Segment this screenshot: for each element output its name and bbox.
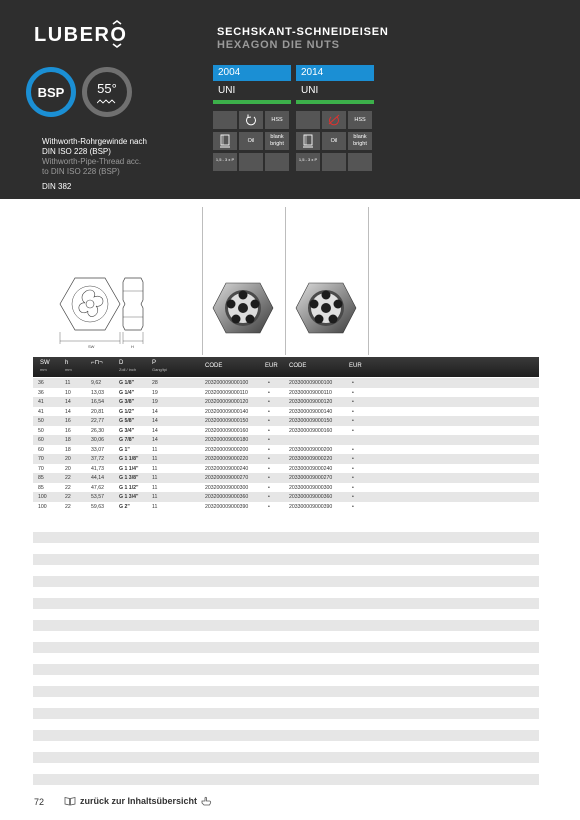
cell-code1: 203200009000100 [205, 380, 249, 386]
book-icon [64, 796, 76, 806]
cell-eur1: • [268, 456, 270, 462]
cell-eur1: • [268, 494, 270, 500]
cell-d1: 26,30 [91, 427, 104, 434]
cell-p: 14 [152, 437, 158, 443]
cell-p: 19 [152, 399, 158, 405]
cell-d: G 1/8" [119, 380, 135, 386]
cell-sw: 100 [38, 503, 47, 510]
no-rotate-icon [322, 111, 346, 129]
cell-p: 11 [152, 484, 158, 491]
header-h: h mm [65, 360, 72, 372]
cell-h: 22 [65, 484, 71, 491]
empty-icon [348, 153, 372, 171]
column-year: 2014 [296, 65, 374, 81]
cell-sw: 60 [38, 446, 44, 453]
cell-h: 16 [65, 427, 71, 434]
cell-d: G 1/4" [119, 389, 135, 396]
empty-row [33, 554, 539, 565]
empty-icon [322, 153, 346, 171]
cell-eur2: • [352, 456, 354, 462]
back-to-contents-link[interactable] [64, 796, 212, 806]
cell-code2: 203300009000360 [289, 494, 333, 500]
table-row [33, 407, 539, 417]
cell-code2: 203300009000150 [289, 418, 333, 424]
back-link-label[interactable]: zurück zur Inhaltsübersicht [80, 796, 198, 806]
cell-sw: 85 [38, 484, 44, 491]
cell-code1: 203200009000180 [205, 437, 249, 443]
holder-icon [296, 132, 320, 150]
cell-eur2: • [352, 446, 354, 453]
cell-p: 28 [152, 380, 158, 386]
cell-eur1: • [268, 446, 270, 453]
cell-code1: 203200009000120 [205, 399, 249, 405]
cell-code2: 203300009000160 [289, 427, 333, 434]
empty-row [33, 620, 539, 631]
header-d: D Zoll / inch [119, 360, 137, 372]
cell-eur2: • [352, 475, 354, 481]
cell-eur2: • [352, 494, 354, 500]
cell-h: 20 [65, 456, 71, 462]
cell-d1: 37,72 [91, 456, 104, 462]
table-row [33, 397, 539, 407]
cell-d1: 9,62 [91, 380, 102, 386]
holder-icon [213, 132, 237, 150]
table-row [33, 483, 539, 493]
cell-h: 22 [65, 475, 71, 481]
cell-sw: 50 [38, 418, 44, 424]
column-year: 2004 [213, 65, 291, 81]
table-row [33, 473, 539, 483]
cell-code2: 203300009000110 [289, 389, 332, 396]
blank-bright-icon: blank bright [265, 132, 289, 150]
description-en-line-1: Withworth-Pipe-Thread acc. [42, 157, 142, 166]
cell-h: 22 [65, 503, 71, 510]
cell-d1: 41,73 [91, 465, 104, 472]
hss-icon: HSS [348, 111, 372, 129]
cell-h: 14 [65, 408, 71, 415]
cell-eur1: • [268, 427, 270, 434]
thread-angle-label: 55° [97, 81, 117, 96]
page-subtitle: HEXAGON DIE NUTS [217, 39, 340, 51]
table-row [33, 454, 539, 464]
header-eur-2004: EUR [265, 363, 278, 369]
cell-h: 20 [65, 465, 71, 472]
catalog-header [0, 0, 580, 199]
cell-eur1: • [268, 408, 270, 415]
product-column-2004 [213, 65, 291, 162]
cell-code1: 203200009000110 [205, 389, 248, 396]
cell-eur1: • [268, 465, 270, 472]
cell-d1: 33,07 [91, 446, 104, 453]
dim-width-label: SW [88, 344, 95, 349]
cell-d1: 44,14 [91, 475, 104, 481]
cell-sw: 36 [38, 380, 44, 386]
cell-sw: 41 [38, 399, 44, 405]
cell-code1: 203200009000200 [205, 446, 249, 453]
cell-code1: 203200009000300 [205, 484, 249, 491]
empty-row [33, 598, 539, 609]
cell-code2: 203300009000270 [289, 475, 333, 481]
rotate-icon [239, 111, 263, 129]
cell-d: G 3/4" [119, 427, 135, 434]
cell-eur1: • [268, 380, 270, 386]
table-header [33, 357, 539, 377]
technical-drawing [48, 268, 168, 350]
table-body [33, 378, 539, 511]
din-standard: DIN 382 [42, 182, 72, 191]
cell-eur2: • [352, 427, 354, 434]
cell-d1: 22,77 [91, 418, 104, 424]
column-type: UNI [218, 85, 236, 96]
empty-row [33, 708, 539, 719]
cell-eur2: • [352, 399, 354, 405]
hss-icon: HSS [265, 111, 289, 129]
header-diameter-icon: ⌐⊓¬ [91, 360, 103, 366]
empty-icon [296, 111, 320, 129]
cell-eur2: • [352, 408, 354, 415]
cell-code2: 203300009000300 [289, 484, 333, 491]
cell-code1: 203200009000150 [205, 418, 249, 424]
empty-icon [239, 153, 263, 171]
cell-eur1: • [268, 418, 270, 424]
cell-p: 11 [152, 465, 158, 472]
cell-h: 14 [65, 399, 71, 405]
cell-sw: 60 [38, 437, 44, 443]
product-image-2014 [291, 277, 361, 339]
cell-p: 11 [152, 456, 158, 462]
thread-angle-badge [82, 67, 132, 117]
cell-code2: 203300009000220 [289, 456, 333, 462]
cell-code1: 203200009000390 [205, 503, 249, 510]
cell-eur1: • [268, 475, 270, 481]
cell-code1: 203200009000270 [205, 475, 249, 481]
empty-icon [265, 153, 289, 171]
cell-d: G 1 1/4" [119, 465, 139, 472]
empty-row [33, 664, 539, 675]
cell-code2: 203300009000100 [289, 380, 333, 386]
cell-d: G 1" [119, 446, 130, 453]
status-bar [213, 100, 291, 104]
description-de-line-1: Withworth-Rohrgewinde nach [42, 137, 147, 146]
status-bar [296, 100, 374, 104]
cell-code2: 203300009000390 [289, 503, 333, 510]
cell-code1: 203200009000140 [205, 408, 249, 415]
cell-sw: 50 [38, 427, 44, 434]
cell-d: G 2" [119, 503, 130, 510]
cell-d: G 1 3/8" [119, 475, 139, 481]
page-title: SECHSKANT-SCHNEIDEISEN [217, 26, 389, 38]
empty-row [33, 730, 539, 741]
product-column-2014 [296, 65, 374, 162]
divider [285, 207, 286, 355]
empty-icon [213, 111, 237, 129]
column-type: UNI [301, 85, 319, 96]
dim-height-label: H [131, 344, 134, 349]
cell-h: 18 [65, 446, 71, 453]
header-p: P Gang/tpi [152, 360, 168, 372]
empty-row [33, 576, 539, 587]
brand-logo: LUBERO [34, 24, 128, 46]
cell-h: 18 [65, 437, 71, 443]
empty-row [33, 686, 539, 697]
cell-h: 16 [65, 418, 71, 424]
description-de-line-2: DIN ISO 228 (BSP) [42, 147, 111, 156]
thread-type-badge [26, 67, 76, 117]
table-row [33, 378, 539, 388]
cell-eur2: • [352, 465, 354, 472]
cell-p: 11 [152, 494, 158, 500]
cell-sw: 36 [38, 389, 44, 396]
thread-description [42, 137, 147, 177]
table-row [33, 388, 539, 398]
cell-sw: 41 [38, 408, 44, 415]
cell-p: 14 [152, 418, 158, 424]
cell-eur1: • [268, 503, 270, 510]
cell-eur1: • [268, 389, 270, 396]
cell-h: 22 [65, 494, 71, 500]
cell-eur2: • [352, 418, 354, 424]
logo-mark-icon [111, 20, 123, 48]
cell-d1: 16,54 [91, 399, 104, 405]
table-row [33, 464, 539, 474]
table-row [33, 445, 539, 455]
table-row [33, 416, 539, 426]
cell-d1: 20,81 [91, 408, 104, 415]
cell-d: G 7/8" [119, 437, 135, 443]
cell-code1: 203200009000360 [205, 494, 249, 500]
cell-eur1: • [268, 484, 270, 491]
empty-row [33, 774, 539, 785]
table-row [33, 426, 539, 436]
blank-bright-icon: blank bright [348, 132, 372, 150]
cell-sw: 85 [38, 475, 44, 481]
cell-p: 14 [152, 427, 158, 434]
thread-type-label: BSP [37, 85, 65, 100]
oil-icon: Oil [239, 132, 263, 150]
cell-h: 11 [65, 380, 71, 386]
cell-sw: 100 [38, 494, 47, 500]
cell-code1: 203200009000220 [205, 456, 249, 462]
cell-sw: 70 [38, 456, 44, 462]
cell-d1: 30,06 [91, 437, 104, 443]
cell-code1: 203200009000240 [205, 465, 249, 472]
cell-code2: 203300009000140 [289, 408, 333, 415]
cell-d1: 13,03 [91, 389, 104, 396]
pitch-icon: 1,5 - 3 x P [296, 153, 320, 171]
header-code-2004: CODE [205, 363, 223, 369]
cell-d1: 59,63 [91, 503, 104, 510]
table-row [33, 492, 539, 502]
cell-code2: 203300009000240 [289, 465, 333, 472]
cell-d: G 1/2" [119, 408, 135, 415]
header-eur-2014: EUR [349, 363, 362, 369]
divider [202, 207, 203, 355]
cell-eur2: • [352, 503, 354, 510]
cell-d: G 5/8" [119, 418, 135, 424]
cell-p: 19 [152, 389, 158, 396]
cell-p: 14 [152, 408, 158, 415]
pitch-icon: 1,5 - 3 x P [213, 153, 237, 171]
empty-rows [33, 532, 539, 796]
cell-code1: 203200009000160 [205, 427, 249, 434]
cell-code2: 203300009000200 [289, 446, 333, 453]
cell-d: G 3/8" [119, 399, 135, 405]
empty-row [33, 532, 539, 543]
cell-p: 11 [152, 503, 158, 510]
oil-icon: Oil [322, 132, 346, 150]
cell-p: 11 [152, 475, 158, 481]
cell-h: 10 [65, 389, 71, 396]
cell-eur1: • [268, 399, 270, 405]
cell-eur2: • [352, 484, 354, 491]
cell-d: G 1 1/8" [119, 456, 139, 462]
header-sw: SW mm [40, 360, 50, 372]
cell-d: G 1 3/4" [119, 494, 139, 500]
table-row [33, 435, 539, 445]
page-number: 72 [34, 797, 45, 807]
empty-row [33, 752, 539, 763]
pointer-hand-icon [201, 796, 212, 806]
thread-wave-icon [97, 99, 117, 105]
header-code-2014: CODE [289, 363, 307, 369]
cell-p: 11 [152, 446, 158, 453]
cell-d1: 47,62 [91, 484, 104, 491]
divider [368, 207, 369, 355]
empty-row [33, 642, 539, 653]
cell-sw: 70 [38, 465, 44, 472]
cell-code2: 203300009000120 [289, 399, 333, 405]
cell-eur2: • [352, 380, 354, 386]
product-image-2004 [208, 277, 278, 339]
table-row [33, 502, 539, 512]
cell-eur1: • [268, 437, 270, 443]
cell-d: G 1 1/2" [119, 484, 139, 491]
cell-eur2: • [352, 389, 354, 396]
cell-d1: 53,57 [91, 494, 104, 500]
description-en-line-2: to DIN ISO 228 (BSP) [42, 167, 120, 176]
